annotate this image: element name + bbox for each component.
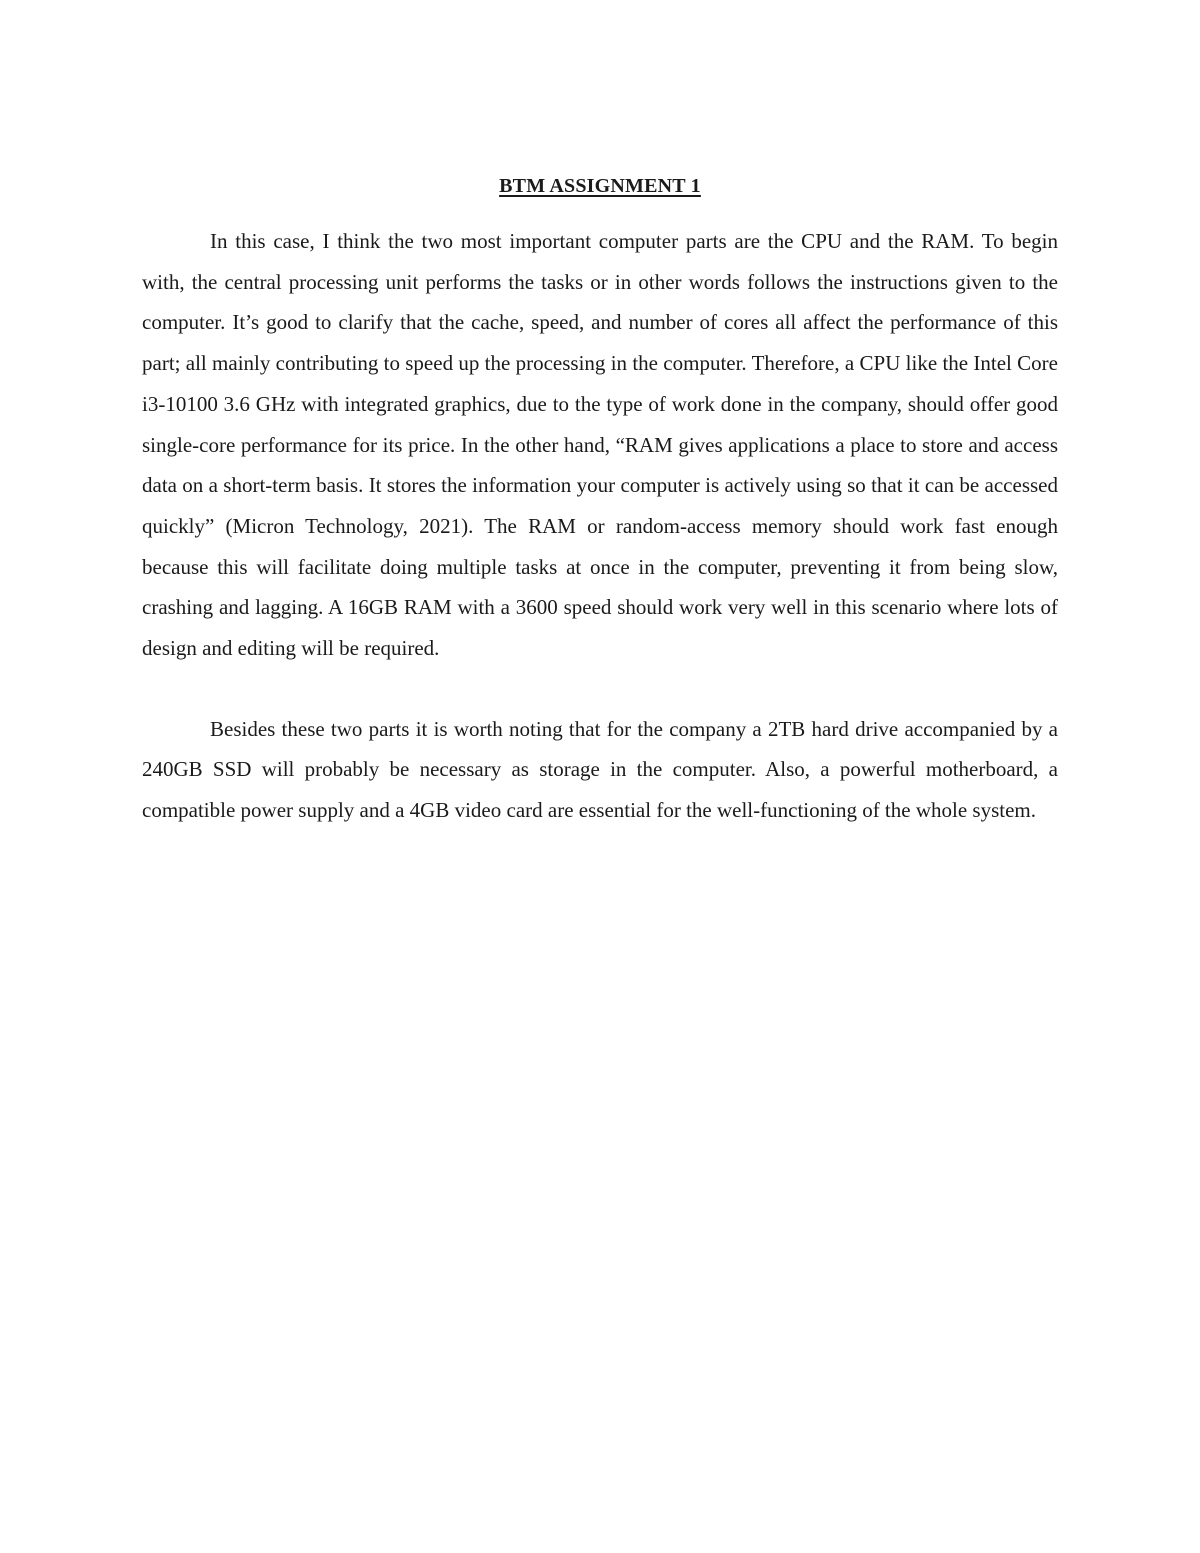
document-title: BTM ASSIGNMENT 1 [499, 175, 701, 197]
document-body [142, 168, 1058, 831]
paragraph-cpu-ram: In this case, I think the two most important computer parts are the CPU and the RAM. To begin with, the central processing unit performs the tasks or in other words follows the instructions given to the computer. It’s good to clarify that the cache, speed, and number of cores all affect the performance of this part; all mainly contributing to speed up the processing in the computer. Therefore, a CPU like the Intel Core i3-10100 3.6 GHz with integrated graphics, due to the type of work done in the company, should offer good single-core performance for its price. In the other hand, “RAM gives applications a place to store and access data on a short-term basis. It stores the information your computer is actively using so that it can be accessed quickly” (Micron Technology, 2021). The RAM or random-access memory should work fast enough because this will facilitate doing multiple tasks at once in the computer, preventing it from being slow, crashing and lagging. A 16GB RAM with a 3600 speed should work very well in this scenario where lots of design and editing will be required. [142, 229, 1058, 661]
paragraph-other-parts: Besides these two parts it is worth noting that for the company a 2TB hard drive accompanied by a 240GB SSD will probably be necessary as storage in the computer. Also, a powerful motherboard, a compatible power supply and a 4GB video card are essential for the well-functioning of the whole system. [142, 716, 1058, 823]
